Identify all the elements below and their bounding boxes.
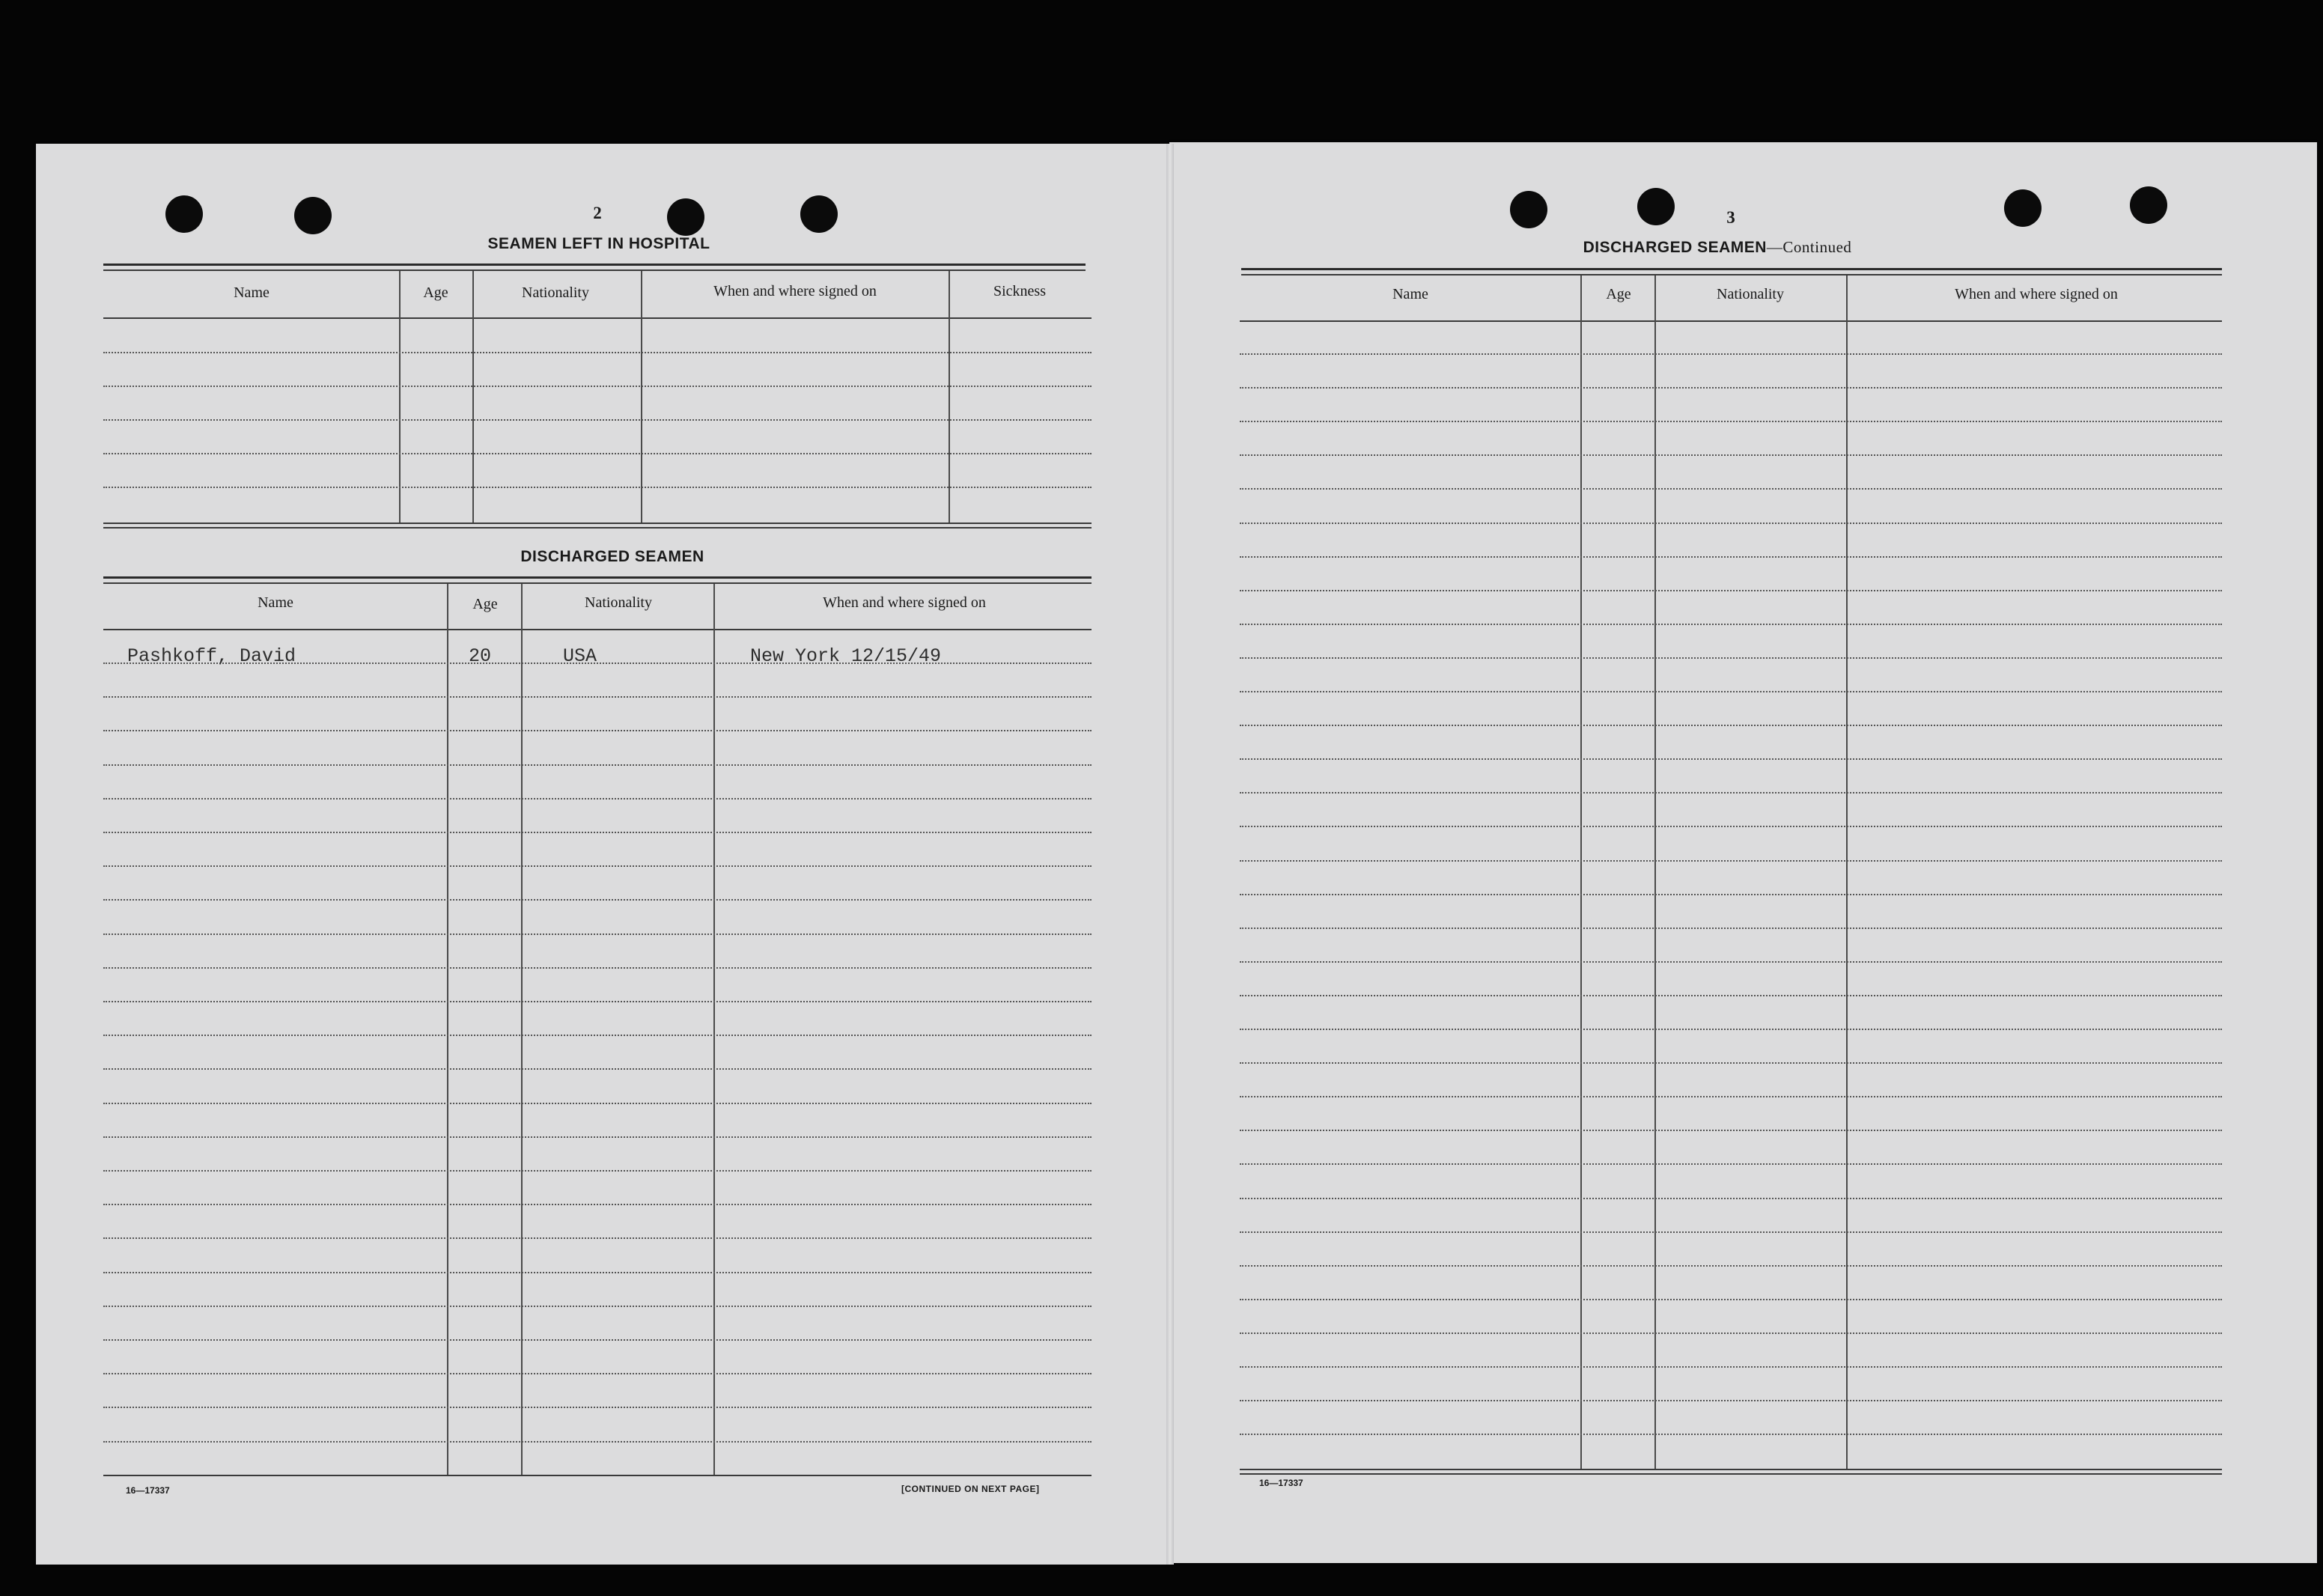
table-bottom-rule [103, 1475, 1092, 1476]
table-top-rule [103, 582, 1092, 584]
table-top-rule [1241, 274, 2222, 275]
ruled-line [103, 832, 1092, 833]
entry-signed-on: New York 12/15/49 [750, 645, 942, 667]
page-number: 3 [1726, 208, 1735, 227]
ruled-line [103, 1237, 1092, 1239]
punch-hole [2004, 189, 2042, 227]
ruled-line [103, 1001, 1092, 1002]
hospital-section-title: SEAMEN LEFT IN HOSPITAL [487, 235, 710, 252]
table-bottom-rule [103, 523, 1092, 524]
ruled-line [103, 419, 1092, 421]
column-header-name: Name [234, 284, 270, 301]
ruled-line [103, 1136, 1092, 1138]
ruled-line [103, 1441, 1092, 1443]
ruled-line [103, 453, 1092, 454]
ruled-line [1240, 1231, 2222, 1233]
column-header-nationality: Nationality [585, 594, 652, 611]
ruled-line [103, 352, 1092, 353]
column-header-age: Age [472, 596, 498, 612]
ruled-line [103, 1339, 1092, 1341]
header-rule [103, 317, 1092, 319]
table-top-rule [103, 264, 1086, 266]
left-page [36, 144, 1169, 1565]
column-header-signed-on: When and where signed on [823, 594, 986, 611]
ruled-line [1240, 1400, 2222, 1401]
ruled-line [1240, 523, 2222, 524]
entry-age: 20 [469, 645, 492, 667]
ruled-line [103, 1068, 1092, 1070]
ruled-line [1240, 1096, 2222, 1097]
ruled-line [1240, 1029, 2222, 1030]
ruled-line [1240, 624, 2222, 625]
ruled-line [103, 798, 1092, 799]
ruled-line [103, 933, 1092, 935]
ruled-line [1240, 1130, 2222, 1131]
ruled-line [103, 487, 1092, 488]
ruled-line [103, 899, 1092, 901]
ruled-line [103, 1373, 1092, 1374]
ruled-line [1240, 1332, 2222, 1334]
ruled-line [1240, 691, 2222, 692]
table-bottom-rule [103, 527, 1092, 529]
ruled-line [1240, 928, 2222, 929]
ruled-line [1240, 556, 2222, 558]
ruled-line [1240, 387, 2222, 389]
ruled-line [103, 1272, 1092, 1273]
ruled-line [1240, 1062, 2222, 1064]
section-title-text: DISCHARGED SEAMEN [1583, 239, 1767, 256]
punch-hole [667, 198, 704, 236]
table-bottom-rule [1240, 1473, 2222, 1475]
table-top-rule [103, 269, 1086, 271]
ruled-line [1240, 1198, 2222, 1199]
entry-nationality: USA [563, 645, 597, 667]
column-header-sickness: Sickness [993, 283, 1046, 299]
ruled-line [1240, 1299, 2222, 1300]
ruled-line [103, 730, 1092, 731]
ruled-line [103, 1035, 1092, 1036]
form-number: 16—17337 [1259, 1478, 1303, 1488]
ruled-line [103, 1407, 1092, 1408]
discharged-section-title: DISCHARGED SEAMEN [520, 548, 704, 565]
column-divider [447, 584, 448, 1476]
ruled-line [1240, 995, 2222, 996]
discharged-continued-title [1583, 238, 1852, 257]
form-number: 16—17337 [126, 1485, 170, 1496]
ruled-line [1240, 894, 2222, 895]
column-header-name: Name [1392, 286, 1428, 302]
ruled-line [1240, 961, 2222, 963]
column-header-nationality: Nationality [1717, 286, 1784, 302]
table-top-rule [1241, 268, 2222, 270]
table-top-rule [103, 576, 1092, 579]
ruled-line [1240, 353, 2222, 355]
ruled-line [1240, 1163, 2222, 1165]
column-header-name: Name [258, 594, 293, 611]
ruled-line [103, 764, 1092, 766]
ruled-line [103, 1204, 1092, 1205]
ruled-line [103, 1103, 1092, 1104]
ruled-line [103, 865, 1092, 867]
ruled-line [1240, 725, 2222, 726]
ruled-line [1240, 860, 2222, 862]
right-page [1169, 142, 2317, 1563]
punch-hole [165, 195, 203, 233]
ruled-line [1240, 657, 2222, 659]
column-header-signed-on: When and where signed on [713, 283, 877, 299]
page-number: 2 [593, 204, 602, 222]
ruled-line [1240, 488, 2222, 490]
ruled-line [1240, 590, 2222, 591]
column-header-age: Age [1606, 286, 1631, 302]
header-rule [103, 629, 1092, 630]
column-divider [521, 584, 523, 1476]
ruled-line [103, 386, 1092, 387]
punch-hole [294, 197, 332, 234]
column-divider [713, 584, 715, 1476]
ruled-line [1240, 792, 2222, 794]
ruled-line [1240, 454, 2222, 456]
ruled-line [1240, 826, 2222, 827]
punch-hole [1637, 188, 1675, 225]
page-gutter [1166, 144, 1174, 1565]
ruled-line [1240, 1434, 2222, 1435]
ruled-line [1240, 421, 2222, 422]
ruled-line [103, 1306, 1092, 1307]
section-title-suffix: —Continued [1766, 238, 1852, 256]
header-rule [1240, 320, 2222, 322]
column-header-signed-on: When and where signed on [1955, 286, 2118, 302]
ruled-line [1240, 1366, 2222, 1368]
ruled-line [103, 696, 1092, 698]
punch-hole [2130, 186, 2167, 224]
entry-name: Pashkoff, David [127, 645, 296, 667]
punch-hole [800, 195, 838, 233]
ruled-line [103, 967, 1092, 969]
ruled-line [103, 1170, 1092, 1172]
ruled-line [1240, 1265, 2222, 1267]
continued-note: [CONTINUED ON NEXT PAGE] [901, 1484, 1040, 1494]
column-header-nationality: Nationality [522, 284, 589, 301]
table-bottom-rule [1240, 1469, 2222, 1470]
ruled-line [1240, 758, 2222, 760]
punch-hole [1510, 191, 1547, 228]
column-header-age: Age [423, 284, 448, 301]
